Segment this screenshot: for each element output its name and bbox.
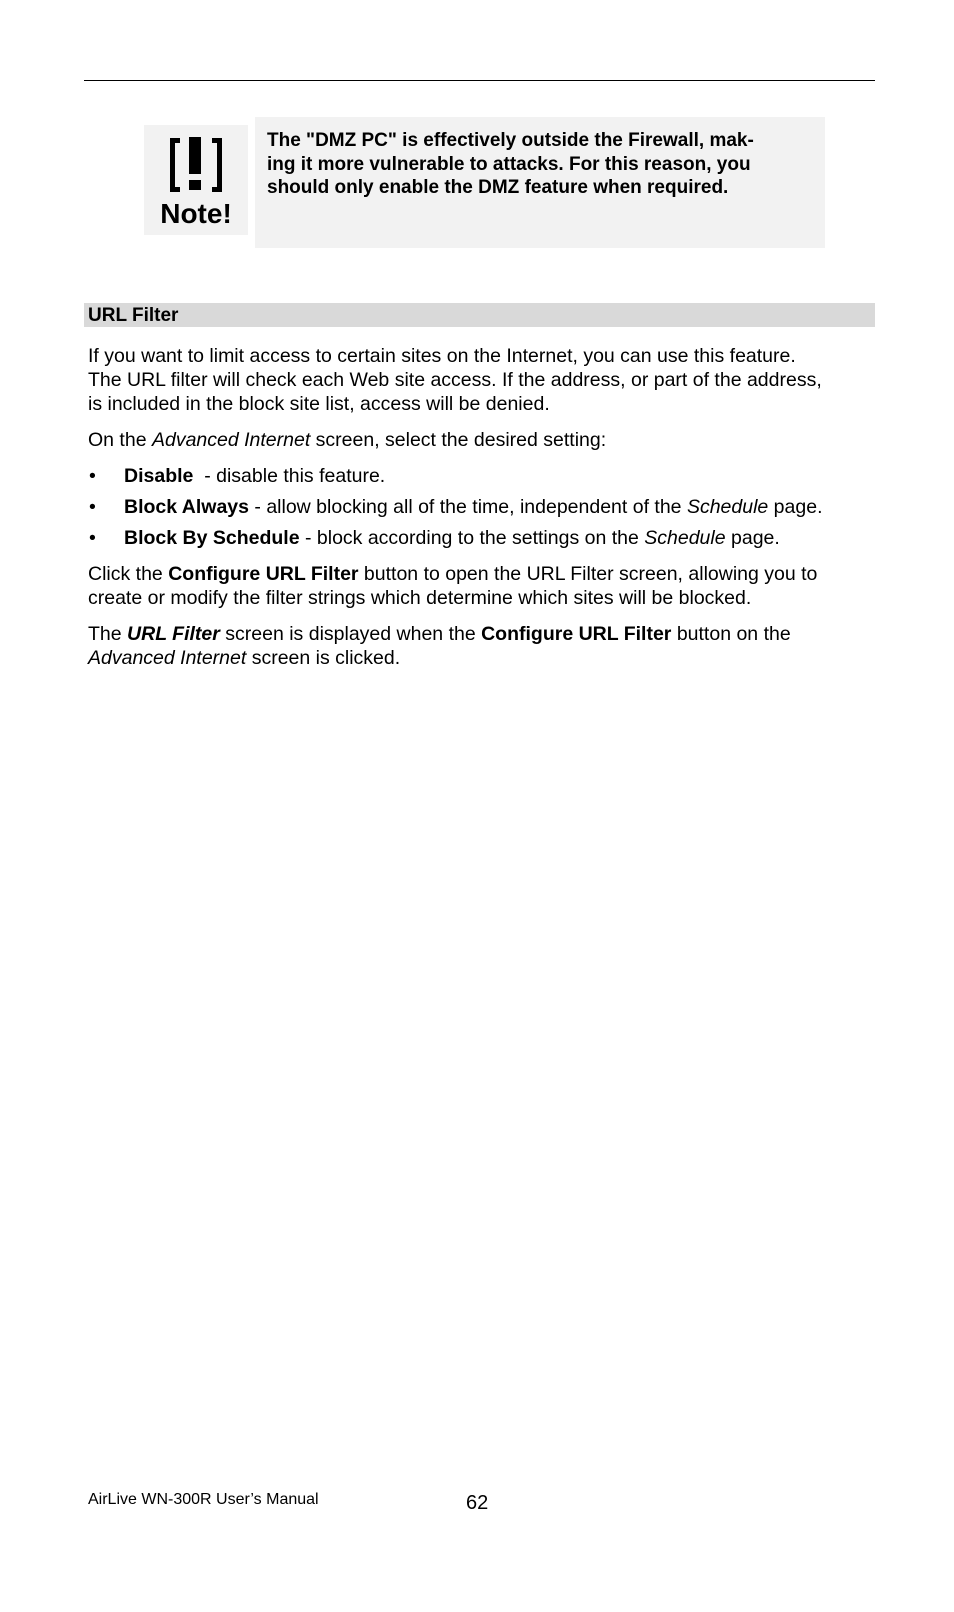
header-rule — [84, 80, 875, 81]
page-number: 62 — [466, 1492, 489, 1514]
note-text — [267, 129, 812, 200]
note-line: The "DMZ PC" is effectively outside the Firewall, mak- — [267, 130, 754, 151]
list-term: Disable — [124, 465, 194, 487]
list-desc: - allow blocking all of the time, independent of the — [249, 496, 687, 518]
text-run: button on the — [671, 623, 791, 645]
text-run: screen is clicked. — [246, 647, 401, 669]
list-term: Block By Schedule — [124, 527, 300, 549]
text-run: screen, select the desired setting: — [310, 429, 607, 451]
text-run: Click the — [88, 563, 169, 585]
note-line: should only enable the DMZ feature when required. — [267, 177, 729, 198]
list-term: Block Always — [124, 496, 249, 518]
select-paragraph — [88, 428, 878, 452]
intro-paragraph — [88, 344, 878, 416]
intro-line: If you want to limit access to certain sites on the Internet, you can use this feature. — [88, 345, 796, 367]
emphasis: Advanced Internet — [151, 429, 311, 451]
exclamation-bracket-icon — [168, 134, 224, 196]
footer-manual-title: AirLive WN-300R User’s Manual — [88, 1491, 319, 1508]
intro-line: is included in the block site list, access will be denied. — [88, 393, 550, 415]
note-icon-block — [144, 125, 248, 235]
list-desc: - block according to the settings on the — [299, 527, 645, 549]
list-desc: page. — [725, 527, 780, 549]
body-text — [88, 344, 878, 682]
text-run: On the — [88, 429, 152, 451]
emphasis: Advanced Internet — [88, 647, 247, 669]
text-run: button to open the URL Filter screen, allowing you to — [358, 563, 818, 585]
note-box — [255, 117, 825, 248]
text-run: create or modify the filter strings which determine which sites will be blocked. — [88, 587, 752, 609]
strong-text: Configure URL Filter — [168, 563, 359, 585]
strong-emphasis: URL Filter — [127, 623, 220, 645]
click-paragraph — [88, 562, 878, 610]
note-line: ing it more vulnerable to attacks. For this reason, you — [267, 153, 751, 175]
list-item — [88, 495, 878, 519]
final-paragraph — [88, 622, 878, 670]
text-run: screen is displayed when the — [219, 623, 482, 645]
list-item — [88, 526, 878, 550]
emphasis: Schedule — [644, 527, 726, 549]
intro-line: The URL filter will check each Web site access. If the address, or part of the address, — [88, 369, 822, 391]
list-desc: - disable this feature. — [193, 465, 386, 487]
strong-text: Configure URL Filter — [481, 623, 672, 645]
settings-list — [88, 464, 878, 550]
note-label: Note! — [160, 198, 232, 229]
section-title: URL Filter — [88, 305, 179, 326]
list-item — [88, 464, 878, 488]
list-desc: page. — [768, 496, 823, 518]
section-header — [84, 303, 875, 327]
emphasis: Schedule — [686, 496, 769, 518]
text-run: The — [88, 623, 128, 645]
